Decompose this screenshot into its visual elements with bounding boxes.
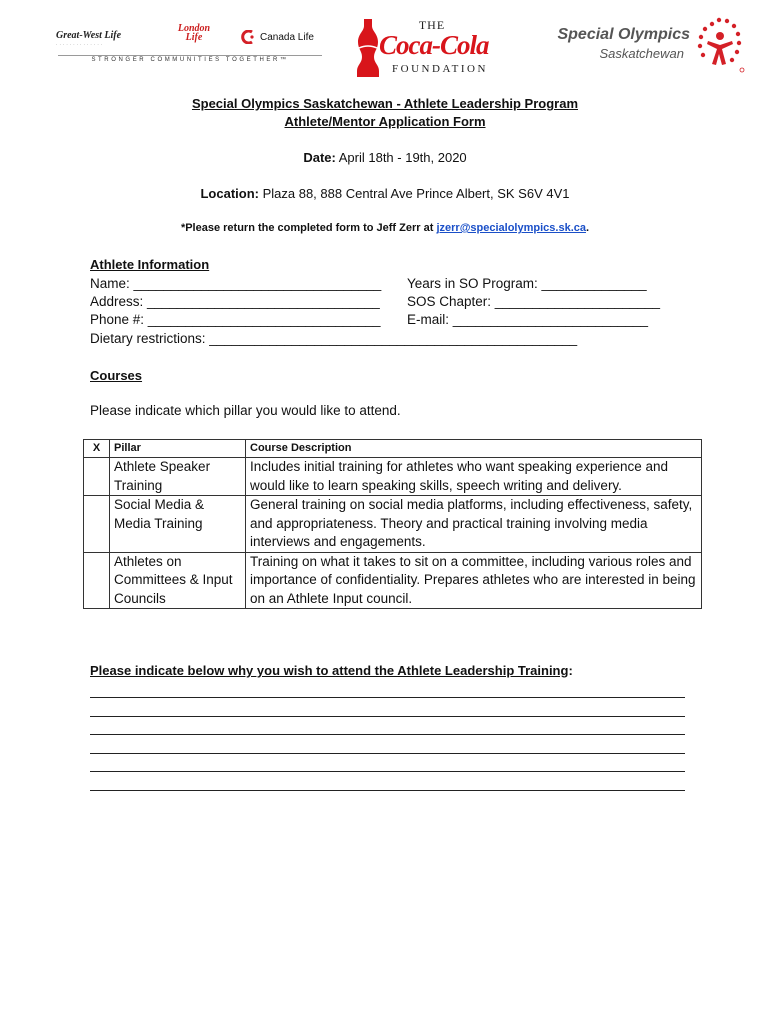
select-cell-athlete-speaker[interactable] [84,458,110,496]
page-subtitle: Athlete/Mentor Application Form [284,114,486,129]
years-in-program-field[interactable]: Years in SO Program: ______________ [407,276,647,291]
saskatchewan-subtitle: Saskatchewan [599,46,684,61]
name-field[interactable]: Name: _________________________________ [90,276,382,291]
special-olympics-emblem-icon [690,14,750,76]
location-label: Location: [200,186,259,201]
table-row [84,458,702,496]
date-value: April 18th - 19th, 2020 [335,150,467,165]
coke-bottle-icon [355,18,381,78]
reason-answer-line[interactable] [90,716,685,717]
athlete-info-heading: Athlete Information [90,257,210,272]
table-row [84,552,702,609]
return-instructions [0,222,770,234]
header-divider [58,55,322,56]
coke-foundation-text: FOUNDATION [392,63,488,75]
page-title: Special Olympics Saskatchewan - Athlete Leadership Program [191,96,579,111]
date-label: Date: [303,150,336,165]
select-cell-committees[interactable] [84,552,110,609]
location-value: Plaza 88, 888 Central Ave Prince Albert, SK S6V 4V1 [258,186,570,201]
contact-email-link[interactable]: jzerr@specialolympics.sk.ca [436,222,586,234]
great-west-life-logo [56,30,146,47]
special-olympics-wordmark [520,26,690,66]
column-header-pillar: Pillar [110,440,246,458]
coke-script-wordmark: Coca-Cola [379,30,489,60]
event-location [0,186,770,201]
reason-heading-colon: : [568,663,573,678]
pillar-cell: Athletes on Committees & Input Councils [110,552,246,609]
email-field[interactable]: E-mail: __________________________ [407,312,648,327]
canada-life-logo [240,30,314,44]
coke-the-text: THE [418,18,446,32]
event-date [0,150,770,165]
description-cell: General training on social media platforms, including effectiveness, safety, and appropriateness. Theory and practical training involving media interviews and engagements. [246,496,702,553]
canada-life-name: Canada Life [260,31,314,43]
reason-heading-text: Please indicate below why you wish to attend the Athlete Leadership Training [90,663,569,678]
address-field[interactable]: Address: _______________________________ [90,294,380,309]
special-olympics-title: Special Olympics [557,26,690,43]
pillar-cell: Athlete Speaker Training [110,458,246,496]
great-west-life-name: Great-West Life [56,30,122,41]
description-cell: Training on what it takes to sit on a committee, including various roles and importance of confidentiality. Prepares athletes who are interested in being on an Athlete Input council. [246,552,702,609]
reason-answer-line[interactable] [90,753,685,754]
canada-life-swirl-icon [240,30,256,44]
great-west-life-subline: · · · · · · · · · · · · · · [56,42,103,47]
coca-cola-foundation-logo [355,18,495,78]
dietary-restrictions-field[interactable]: Dietary restrictions: _________________________________________________ [90,331,578,346]
sos-chapter-field[interactable]: SOS Chapter: ______________________ [407,294,660,309]
table-row [84,496,702,553]
courses-table [83,439,702,609]
phone-field[interactable]: Phone #: _______________________________ [90,312,381,327]
description-cell: Includes initial training for athletes who want speaking experience and would like to learn speaking skills, speech writing and delivery. [246,458,702,496]
reason-answer-line[interactable] [90,697,685,698]
pillar-cell: Social Media & Media Training [110,496,246,553]
table-header-row [84,440,702,458]
column-header-x: X [84,440,110,458]
column-header-description: Course Description [246,440,702,458]
sponsor-tagline: STRONGER COMMUNITIES TOGETHER™ [91,57,289,63]
select-cell-social-media[interactable] [84,496,110,553]
reason-heading [90,663,573,678]
reason-answer-line[interactable] [90,771,685,772]
courses-heading: Courses [90,368,143,383]
reason-answer-line[interactable] [90,790,685,791]
courses-intro: Please indicate which pillar you would like to attend. [90,403,401,418]
return-note-end: . [585,222,590,234]
return-note-text: *Please return the completed form to Jeff Zerr at [180,222,437,234]
london-life-logo: London Life [177,23,211,43]
reason-answer-line[interactable] [90,734,685,735]
